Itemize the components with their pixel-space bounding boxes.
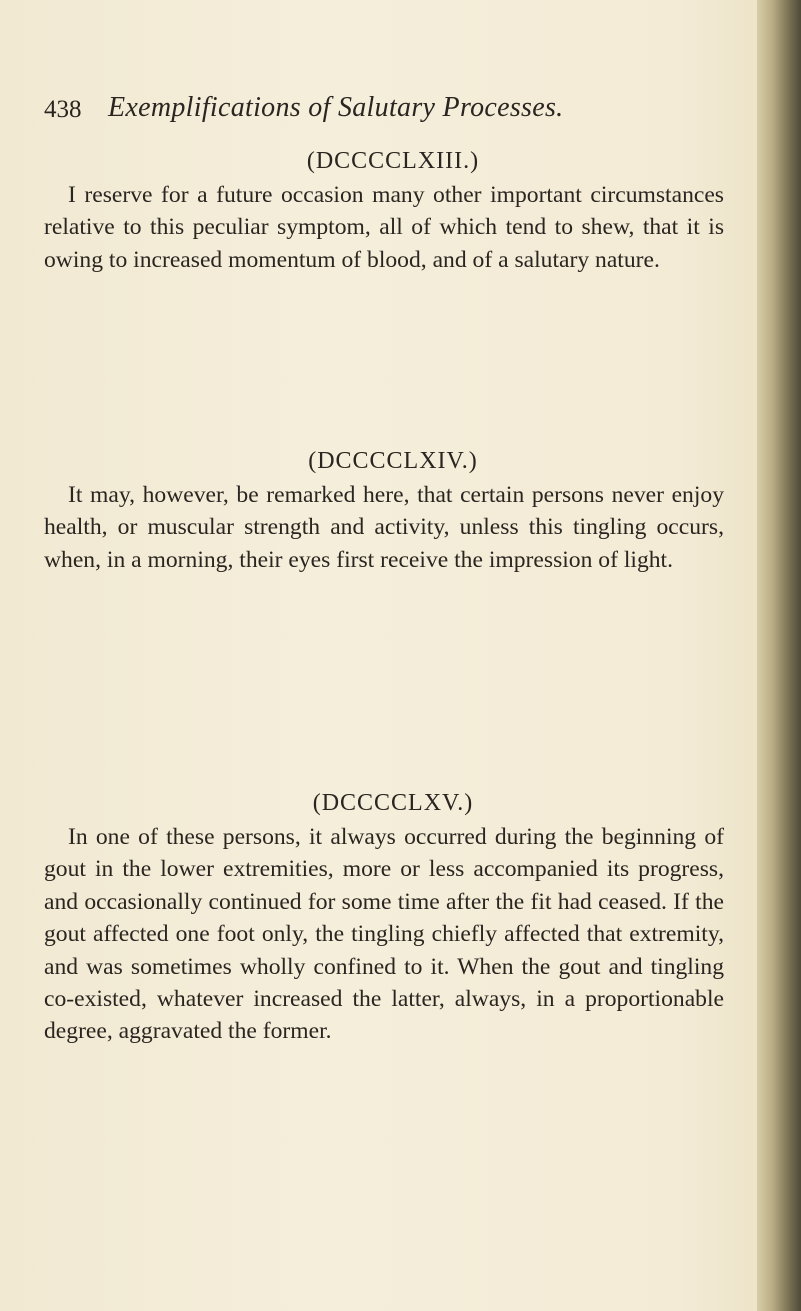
section-heading: (DCCCCLXIII.) — [306, 148, 480, 174]
section-paragraph — [44, 179, 724, 276]
section-dcccclxiv — [44, 443, 724, 576]
paragraph-text: In one of these persons, it always occurred during the beginning of gout in the lower extremities, more or less accompanied its progress, and occasionally continued for some time after the fit had ceased. If the gout affected one foot only, the tingling chiefly affected that extremity, and was sometimes wholly confined to it. When the gout and tingling co-existed, whatever increased the latter, always, in a proportionable degree, aggravated the former. — [44, 824, 724, 1045]
page-header — [44, 92, 744, 138]
section-heading: (DCCCCLXV.) — [312, 790, 474, 816]
section-dcccclxv — [44, 785, 724, 1048]
page-number: 438 — [44, 96, 82, 123]
section-paragraph — [44, 821, 724, 1048]
book-spine-edge — [757, 0, 801, 1311]
paragraph-text: It may, however, be remarked here, that certain persons never enjoy health, or muscular strength and activity, unless this tingling occurs, when, in a morning, their eyes first receive the impression of light. — [44, 482, 724, 573]
paragraph-text: I reserve for a future occasion many other important circumstances relative to this peculiar symptom, all of which tend to shew, that it is owing to increased momentum of blood, and of a salutary nature. — [44, 182, 724, 273]
section-dcccclxiii — [44, 143, 724, 276]
running-title: Exemplifications of Salutary Processes. — [108, 92, 564, 123]
section-paragraph — [44, 479, 724, 576]
section-heading: (DCCCCLXIV.) — [308, 448, 478, 474]
